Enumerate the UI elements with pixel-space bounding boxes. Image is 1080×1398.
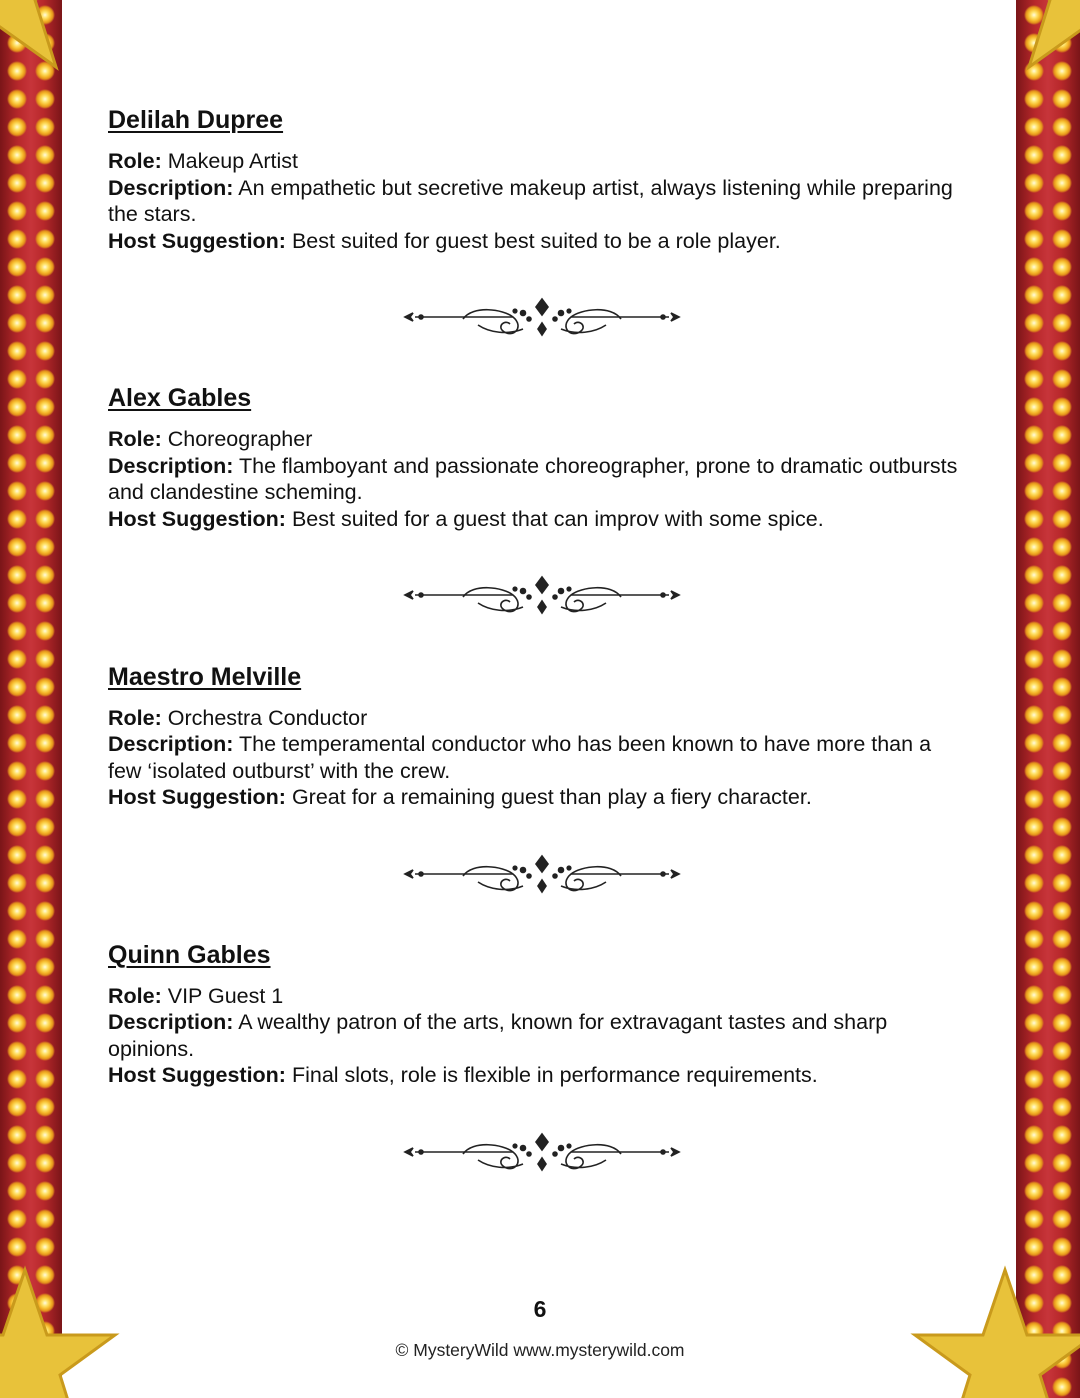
role-label: Role: xyxy=(108,705,162,730)
description-label: Description: xyxy=(108,453,234,478)
character-details xyxy=(108,983,968,1089)
marquee-lights-right xyxy=(1016,0,1080,1398)
character-entry xyxy=(108,938,968,1216)
host-line xyxy=(108,1062,968,1089)
character-details xyxy=(108,705,968,811)
character-details xyxy=(108,426,968,532)
host-label: Host Suggestion: xyxy=(108,785,286,810)
role-line xyxy=(108,983,968,1010)
character-name: Delilah Dupree xyxy=(108,106,284,134)
description-value: A wealthy patron of the arts, known for extravagant tastes and sharp opinions. xyxy=(108,1010,888,1061)
role-value: VIP Guest 1 xyxy=(167,983,284,1008)
role-line xyxy=(108,426,968,453)
role-value: Makeup Artist xyxy=(167,149,298,173)
character-entry xyxy=(108,381,968,659)
ornamental-divider-icon xyxy=(403,1124,681,1180)
role-value: Orchestra Conductor xyxy=(167,705,368,730)
host-value: Best suited for guest best suited to be a role player. xyxy=(291,228,781,253)
character-name: Alex Gables xyxy=(108,384,252,413)
role-line xyxy=(108,148,968,175)
description-label: Description: xyxy=(108,732,234,757)
host-line xyxy=(108,506,968,533)
host-line xyxy=(108,784,968,811)
ornamental-divider-icon xyxy=(403,846,681,902)
character-name: Maestro Melville xyxy=(108,662,302,691)
description-line xyxy=(108,453,968,506)
ornamental-divider-icon xyxy=(403,289,681,345)
gold-star-icon xyxy=(0,0,100,90)
description-value: An empathetic but secretive makeup artist, always listening while preparing the stars. xyxy=(108,175,953,226)
footer-copyright: © MysteryWild www.mysterywild.com xyxy=(395,1340,685,1360)
gold-star-icon xyxy=(905,1265,1080,1398)
description-value: The temperamental conductor who has been known to have more than a few ‘isolated outburst’ with the crew. xyxy=(108,732,932,783)
role-value: Choreographer xyxy=(167,427,313,452)
host-label: Host Suggestion: xyxy=(108,1063,286,1088)
host-value: Final slots, role is flexible in performance requirements. xyxy=(291,1063,818,1088)
host-value: Great for a remaining guest than play a fiery character. xyxy=(291,785,812,810)
gold-star-icon xyxy=(0,1265,125,1398)
role-line xyxy=(108,705,968,732)
host-value: Best suited for a guest that can improv with some spice. xyxy=(291,506,824,531)
character-details xyxy=(108,148,968,254)
description-value: The flamboyant and passionate choreographer, prone to dramatic outbursts and clandestine scheming. xyxy=(108,453,958,505)
character-name: Quinn Gables xyxy=(108,940,271,969)
role-label: Role: xyxy=(108,149,162,173)
marquee-lights-left xyxy=(0,0,62,1398)
description-line xyxy=(108,175,968,228)
host-label: Host Suggestion: xyxy=(108,506,286,531)
description-line xyxy=(108,1009,968,1062)
role-label: Role: xyxy=(108,983,162,1008)
page-number: 6 xyxy=(533,1296,547,1322)
character-list xyxy=(108,103,968,1216)
description-line xyxy=(108,731,968,784)
description-label: Description: xyxy=(108,175,234,200)
character-entry xyxy=(108,103,968,381)
host-line xyxy=(108,228,968,255)
description-label: Description: xyxy=(108,1010,234,1035)
character-entry xyxy=(108,660,968,938)
role-label: Role: xyxy=(108,427,162,452)
gold-star-icon xyxy=(985,0,1080,90)
ornamental-divider-icon xyxy=(403,567,681,623)
host-label: Host Suggestion: xyxy=(108,228,286,253)
